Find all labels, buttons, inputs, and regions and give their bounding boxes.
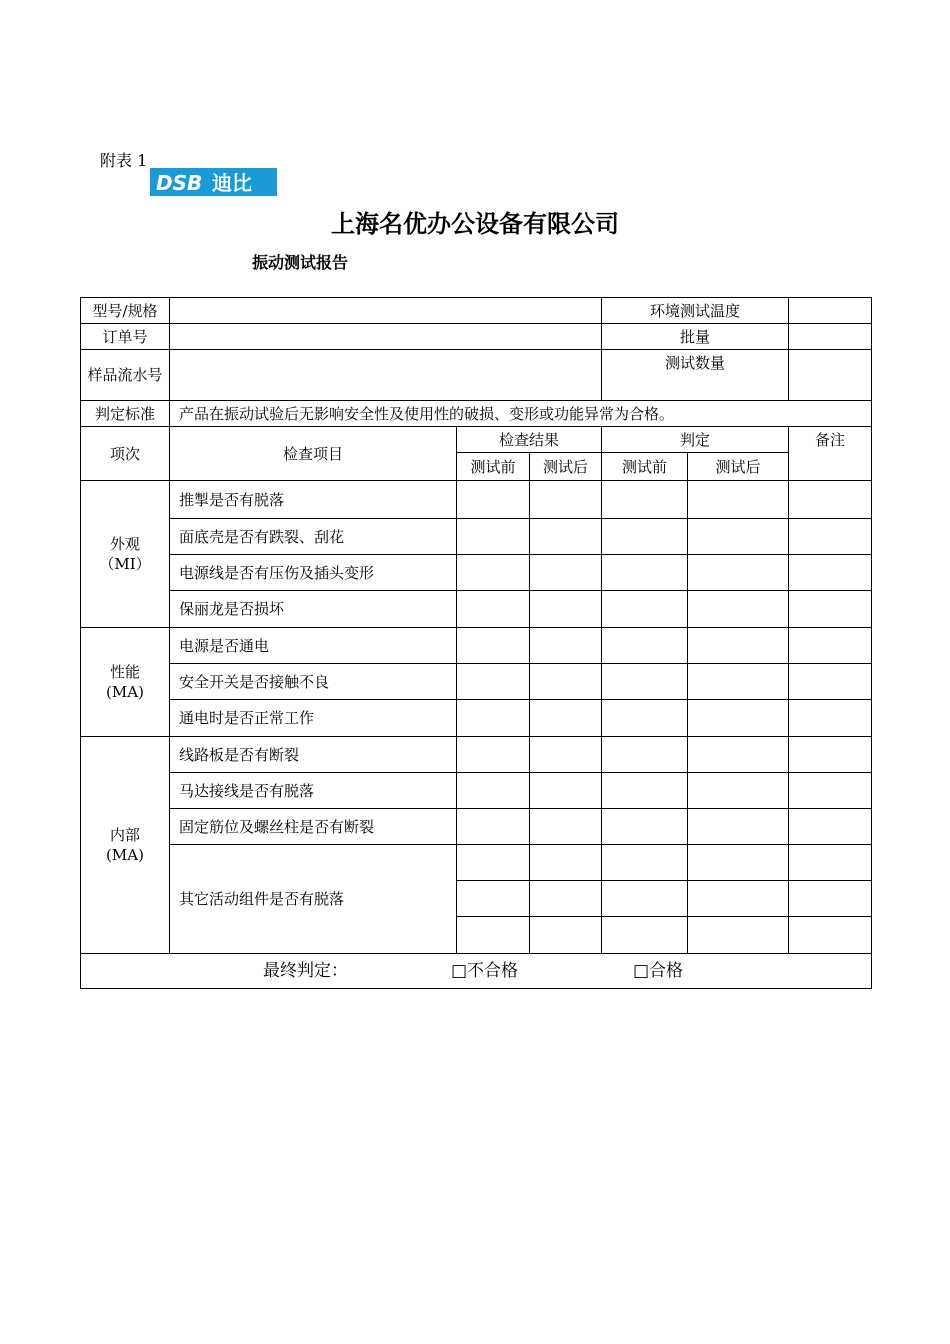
judge-before-cell[interactable]: [602, 664, 688, 700]
test-qty-value[interactable]: [789, 350, 872, 401]
model-value[interactable]: [170, 298, 602, 324]
check-item: 通电时是否正常工作: [170, 700, 457, 737]
order-label: 订单号: [81, 324, 170, 350]
final-judgement-row: [81, 954, 872, 989]
table-row: [81, 664, 872, 700]
vibration-test-table: [80, 297, 872, 989]
result-before-cell[interactable]: [457, 591, 530, 628]
result-after-cell[interactable]: [530, 628, 602, 664]
remarks-cell[interactable]: [789, 519, 872, 555]
judge-before-cell[interactable]: [602, 737, 688, 773]
result-before-cell[interactable]: [457, 481, 530, 519]
group-code: (MA): [106, 846, 144, 864]
company-name: 上海名优办公设备有限公司: [331, 210, 619, 238]
judge-after-cell[interactable]: [688, 917, 789, 954]
result-after-cell[interactable]: [530, 591, 602, 628]
check-item: 面底壳是否有跌裂、刮花: [170, 519, 457, 555]
judge-before-cell[interactable]: [602, 773, 688, 809]
group-performance: [81, 628, 170, 737]
remarks-cell[interactable]: [789, 809, 872, 845]
check-item: 其它活动组件是否有脱落: [170, 845, 457, 954]
info-row-standard: [81, 401, 872, 427]
result-after-cell[interactable]: [530, 664, 602, 700]
remarks-cell[interactable]: [789, 881, 872, 917]
pass-checkbox[interactable]: □合格: [633, 961, 684, 981]
model-label: 型号/规格: [81, 298, 170, 324]
info-row-sample: [81, 350, 872, 401]
env-temp-label: 环境测试温度: [602, 298, 789, 324]
logo-chinese: 迪比: [212, 171, 252, 195]
judge-after-cell[interactable]: [688, 700, 789, 737]
remarks-cell[interactable]: [789, 737, 872, 773]
judge-before-cell[interactable]: [602, 809, 688, 845]
check-item: 保丽龙是否损坏: [170, 591, 457, 628]
remarks-header: 备注: [789, 427, 872, 481]
result-after-cell[interactable]: [530, 481, 602, 519]
check-item: 安全开关是否接触不良: [170, 664, 457, 700]
group-code: （MI）: [99, 555, 151, 573]
remarks-cell[interactable]: [789, 664, 872, 700]
judge-before-cell[interactable]: [602, 917, 688, 954]
remarks-cell[interactable]: [789, 555, 872, 591]
judge-before-cell[interactable]: [602, 628, 688, 664]
info-row-order: [81, 324, 872, 350]
result-after-cell[interactable]: [530, 737, 602, 773]
judge-before-cell[interactable]: [602, 881, 688, 917]
final-label: 最终判定：: [263, 961, 348, 981]
order-value[interactable]: [170, 324, 602, 350]
judge-after-cell[interactable]: [688, 481, 789, 519]
table-row: [81, 555, 872, 591]
result-before-cell[interactable]: [457, 737, 530, 773]
check-item: 推掣是否有脱落: [170, 481, 457, 519]
judge-after-cell[interactable]: [688, 555, 789, 591]
check-item: 线路板是否有断裂: [170, 737, 457, 773]
judge-after-cell[interactable]: [688, 664, 789, 700]
table-row: [81, 737, 872, 773]
group-internal: [81, 737, 170, 954]
check-item: 电源线是否有压伤及插头变形: [170, 555, 457, 591]
remarks-cell[interactable]: [789, 481, 872, 519]
env-temp-value[interactable]: [789, 298, 872, 324]
final-judgement-cell: [81, 954, 872, 989]
result-before-cell[interactable]: [457, 809, 530, 845]
table-row: [81, 519, 872, 555]
remarks-cell[interactable]: [789, 845, 872, 881]
fail-checkbox[interactable]: □不合格: [451, 961, 519, 981]
group-name: 内部: [109, 826, 140, 844]
report-title: 振动测试报告: [252, 253, 349, 272]
result-before-cell[interactable]: [457, 555, 530, 591]
check-item: 马达接线是否有脱落: [170, 773, 457, 809]
table-row: [81, 591, 872, 628]
judge-before-cell[interactable]: [602, 845, 688, 881]
judge-after-header: 测试后: [688, 453, 789, 481]
result-after-cell[interactable]: [530, 519, 602, 555]
remarks-cell[interactable]: [789, 917, 872, 954]
judge-after-cell[interactable]: [688, 737, 789, 773]
judge-before-cell[interactable]: [602, 555, 688, 591]
logo-latin: DSB: [156, 171, 203, 195]
result-before-cell[interactable]: [457, 519, 530, 555]
judge-before-cell[interactable]: [602, 700, 688, 737]
group-appearance: [81, 481, 170, 628]
check-item: 电源是否通电: [170, 628, 457, 664]
item-no-header: 项次: [81, 427, 170, 481]
result-after-cell[interactable]: [530, 773, 602, 809]
result-before-cell[interactable]: [457, 773, 530, 809]
table-row: [81, 845, 872, 881]
result-after-cell[interactable]: [530, 700, 602, 737]
dsb-logo: [150, 168, 277, 196]
table-row: [81, 700, 872, 737]
judge-after-cell[interactable]: [688, 881, 789, 917]
table-row: [81, 773, 872, 809]
group-name: 外观: [109, 535, 140, 553]
check-item: 固定筋位及螺丝柱是否有断裂: [170, 809, 457, 845]
result-after-cell[interactable]: [530, 881, 602, 917]
standard-label: 判定标准: [81, 401, 170, 427]
group-code: (MA): [106, 683, 144, 701]
result-before-cell[interactable]: [457, 845, 530, 881]
attachment-label: 附表 1: [100, 151, 148, 170]
judge-after-cell[interactable]: [688, 845, 789, 881]
result-after-cell[interactable]: [530, 555, 602, 591]
check-item-header: 检查项目: [170, 427, 457, 481]
judgement-header: 判定: [602, 427, 789, 453]
judge-after-cell[interactable]: [688, 809, 789, 845]
result-after-header: 测试后: [530, 453, 602, 481]
result-before-cell[interactable]: [457, 664, 530, 700]
result-before-cell[interactable]: [457, 628, 530, 664]
result-after-cell[interactable]: [530, 809, 602, 845]
remarks-cell[interactable]: [789, 773, 872, 809]
judge-before-header: 测试前: [602, 453, 688, 481]
group-name: 性能: [109, 663, 140, 681]
judge-after-cell[interactable]: [688, 519, 789, 555]
standard-text: 产品在振动试验后无影响安全性及使用性的破损、变形或功能异常为合格。: [170, 401, 872, 427]
table-row: [81, 481, 872, 519]
table-row: [81, 628, 872, 664]
batch-label: 批量: [602, 324, 789, 350]
remarks-cell[interactable]: [789, 700, 872, 737]
result-before-cell[interactable]: [457, 881, 530, 917]
result-after-cell[interactable]: [530, 845, 602, 881]
judge-before-cell[interactable]: [602, 591, 688, 628]
test-qty-label: 测试数量: [602, 350, 789, 401]
judge-before-cell[interactable]: [602, 481, 688, 519]
sample-value[interactable]: [170, 350, 602, 401]
result-before-cell[interactable]: [457, 917, 530, 954]
judge-before-cell[interactable]: [602, 519, 688, 555]
remarks-cell[interactable]: [789, 628, 872, 664]
sample-label: 样品流水号: [81, 350, 170, 401]
batch-value[interactable]: [789, 324, 872, 350]
info-row-model: [81, 298, 872, 324]
table-row: [81, 809, 872, 845]
check-result-header: 检查结果: [457, 427, 602, 453]
column-header-row: [81, 427, 872, 453]
remarks-cell[interactable]: [789, 591, 872, 628]
result-before-cell[interactable]: [457, 700, 530, 737]
result-after-cell[interactable]: [530, 917, 602, 954]
judge-after-cell[interactable]: [688, 591, 789, 628]
judge-after-cell[interactable]: [688, 628, 789, 664]
result-before-header: 测试前: [457, 453, 530, 481]
judge-after-cell[interactable]: [688, 773, 789, 809]
